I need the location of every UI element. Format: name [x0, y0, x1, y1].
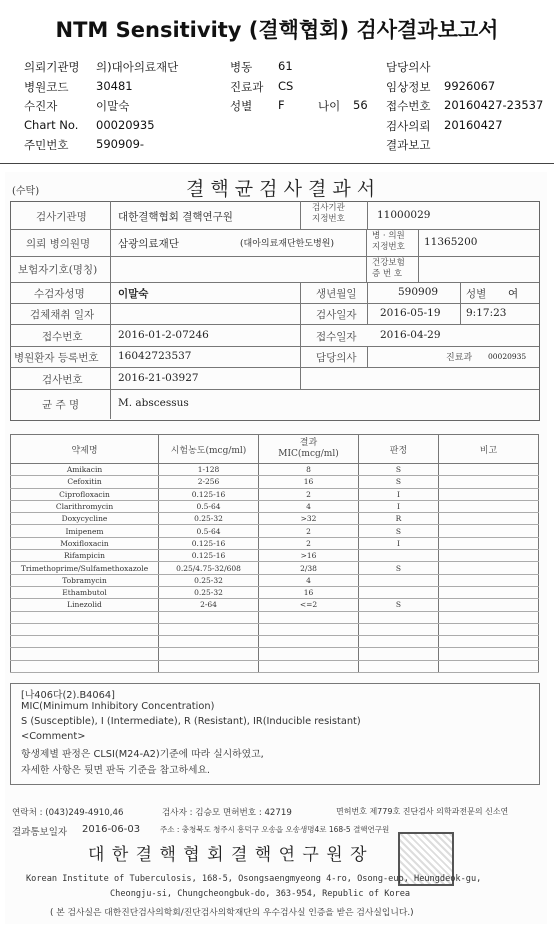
mic-cell-mic: >32 [259, 513, 359, 525]
sex-value: F [278, 98, 285, 112]
mic-cell-interp: R [359, 513, 439, 525]
reg-no-label: 병원환자 등록번호 [14, 352, 99, 364]
notes-mic: MIC(Minimum Inhibitory Concentration) [21, 701, 215, 712]
mic-cell-range: 1-128 [159, 464, 259, 476]
mic-cell-interp: S [359, 525, 439, 537]
mic-cell-mic: 2 [259, 488, 359, 500]
mic-cell-drug: Amikacin [11, 464, 159, 476]
taker-value: 이말숙 [96, 99, 130, 113]
col-drug: 약제명 [11, 435, 159, 464]
clinical-label: 임상정보 [386, 80, 431, 94]
mic-cell-remark [439, 488, 539, 500]
mic-cell-range [159, 611, 259, 623]
mic-cell-drug [11, 660, 159, 672]
mic-row [11, 574, 539, 586]
mic-cell-mic: 2 [259, 537, 359, 549]
chart-label: Chart No. [24, 118, 79, 132]
footer-date-label: 결과통보일자 [12, 827, 68, 838]
col-interp: 판정 [359, 435, 439, 464]
mic-row [11, 464, 539, 476]
mic-row [11, 599, 539, 611]
mic-row [11, 562, 539, 574]
mic-cell-range: 0.25-32 [159, 513, 259, 525]
hosp-code-label: 병 · 의원 지정번호 [372, 231, 405, 252]
sex-label: 성별 [230, 99, 253, 113]
sex-label-report: 성별 [466, 288, 487, 300]
mic-cell-drug [11, 611, 159, 623]
mic-cell-range [159, 648, 259, 660]
mic-row [11, 500, 539, 512]
clinical-value: 9926067 [444, 79, 496, 93]
rrn-label: 주민번호 [24, 138, 69, 152]
report-title: NTM Sensitivity (결핵협회) 검사결과보고서 [55, 18, 499, 42]
mic-cell-mic [259, 611, 359, 623]
dob-label: 생년월일 [316, 288, 357, 300]
mic-cell-interp [359, 574, 439, 586]
ward-label: 병동 [230, 60, 253, 74]
col-mic: 결과 MIC(mcg/ml) [259, 435, 359, 464]
specimen-label: 검체채취 일자 [30, 309, 95, 321]
mic-cell-range [159, 660, 259, 672]
mic-cell-remark [439, 599, 539, 611]
mic-table [10, 434, 539, 673]
mic-cell-remark [439, 550, 539, 562]
mic-cell-drug: Trimethoprime/Sulfamethoxazole [11, 562, 159, 574]
copy-label: (수탁) [12, 186, 40, 197]
tested-value: 2016-05-19 [380, 307, 441, 319]
mic-row [11, 488, 539, 500]
notes-comment-2: 자세한 사항은 뒷면 판독 기준을 참고하세요. [21, 765, 211, 776]
hospital-note: (대아의료재단한도병원) [240, 239, 334, 249]
mic-cell-interp [359, 636, 439, 648]
mic-cell-range [159, 636, 259, 648]
mic-cell-drug [11, 648, 159, 660]
code-value: 30481 [96, 79, 133, 93]
mic-cell-drug: Linezolid [11, 599, 159, 611]
mic-cell-range: 0.25-32 [159, 586, 259, 598]
lab-label: 검사기관명 [36, 211, 87, 223]
footer-org-name: 대 한 결 핵 협 회 결 핵 연 구 원 장 [88, 845, 368, 865]
mic-cell-remark [439, 611, 539, 623]
mic-cell-interp [359, 623, 439, 635]
chart-value: 00020935 [96, 118, 155, 132]
mic-cell-remark [439, 500, 539, 512]
mic-cell-drug: Rifampicin [11, 550, 159, 562]
mic-row [11, 586, 539, 598]
taker-label: 수진자 [24, 99, 58, 113]
mic-row [11, 648, 539, 660]
organism-value: M. abscessus [118, 397, 189, 409]
tested-label: 검사일자 [316, 309, 357, 321]
mic-cell-mic [259, 660, 359, 672]
mic-cell-range: 0.125-16 [159, 488, 259, 500]
test-no-value: 2016-21-03927 [118, 372, 199, 384]
doctor-label: 담당의사 [386, 60, 431, 74]
patient-label: 수검자성명 [34, 288, 85, 300]
mic-cell-range [159, 623, 259, 635]
mic-cell-interp: S [359, 562, 439, 574]
rrn-value: 590909- [96, 137, 145, 151]
received-value: 2016-04-29 [380, 329, 441, 341]
mic-cell-interp: S [359, 476, 439, 488]
col-range: 시험농도(mcg/ml) [159, 435, 259, 464]
mic-cell-interp [359, 611, 439, 623]
mic-cell-drug: Imipenem [11, 525, 159, 537]
mic-cell-drug: Clarithromycin [11, 500, 159, 512]
footer-certification: ( 본 검사실은 대한진단검사의학회/진단검사의학재단의 우수검사실 인증을 받은 검사실입니다.) [50, 908, 414, 918]
mic-row [11, 476, 539, 488]
test-no-label: 검사번호 [42, 374, 83, 386]
mic-cell-mic: 8 [259, 464, 359, 476]
footer-tester: 검사자 : 김승모 면허번호 : 42719 [162, 808, 292, 818]
mic-cell-mic: 2/38 [259, 562, 359, 574]
code-label: 병원코드 [24, 80, 69, 94]
mic-cell-mic: <=2 [259, 599, 359, 611]
sex-value-report: 여 [508, 288, 519, 300]
request-value: 20160427 [444, 118, 503, 132]
mic-cell-range: 0.125-16 [159, 537, 259, 549]
mic-cell-range: 0.5-64 [159, 525, 259, 537]
footer-license: 면허번호 제779호 진단검사 의학과전문의 신소연 [336, 807, 509, 816]
footer-english-2: Cheongju-si, Chungcheongbuk-do, 363-954, Republic of Korea [110, 889, 411, 899]
lab-code-label: 검사기관 지정번호 [312, 203, 345, 224]
dept-value: CS [278, 79, 294, 93]
notes-legend: S (Susceptible), I (Intermediate), R (Resistant), IR(Inducible resistant) [21, 716, 361, 727]
patient-value: 이말숙 [118, 288, 149, 300]
mic-cell-remark [439, 537, 539, 549]
footer-english-1: Korean Institute of Tuberculosis, 168-5, Osongsaengmyeong 4-ro, Osong-eup, Heungdeok-gu, [26, 874, 482, 884]
notes-box [10, 683, 540, 785]
mic-cell-drug [11, 623, 159, 635]
mic-row [11, 660, 539, 672]
org-value: 의)대아의료재단 [96, 60, 179, 74]
mic-cell-interp: I [359, 488, 439, 500]
mic-cell-drug: Moxifloxacin [11, 537, 159, 549]
mic-cell-range: 0.25/4.75-32/608 [159, 562, 259, 574]
mic-cell-interp [359, 660, 439, 672]
notes-comment-1: 항생제별 판정은 CLSI(M24-A2)기준에 따라 실시하였고, [21, 749, 264, 760]
notes-comment-label: <Comment> [21, 731, 86, 742]
hosp-code-value: 11365200 [424, 236, 478, 248]
mic-cell-interp: S [359, 464, 439, 476]
mic-row [11, 636, 539, 648]
mic-cell-remark [439, 464, 539, 476]
mic-cell-range: 0.5-64 [159, 500, 259, 512]
report-label: 결과보고 [386, 138, 431, 152]
mic-cell-remark [439, 586, 539, 598]
receipt-value: 20160427-23537 [444, 98, 544, 112]
notes-code: [나406다(2).B4064] [21, 690, 115, 701]
mic-cell-interp [359, 586, 439, 598]
header-divider [0, 163, 554, 164]
mic-cell-remark [439, 562, 539, 574]
mic-cell-drug: Doxycycline [11, 513, 159, 525]
mic-cell-mic: 4 [259, 500, 359, 512]
mic-row [11, 611, 539, 623]
dept-label: 진료과 [230, 80, 264, 94]
col-remark: 비고 [439, 435, 539, 464]
mic-row [11, 525, 539, 537]
receipt-label-report: 접수번호 [42, 331, 83, 343]
mic-cell-remark [439, 660, 539, 672]
reg-no-value: 16042723537 [118, 350, 192, 362]
mic-cell-mic: 16 [259, 586, 359, 598]
received-label: 접수일자 [316, 331, 357, 343]
mic-cell-drug: Ethambutol [11, 586, 159, 598]
receipt-value-report: 2016-01-2-07246 [118, 329, 209, 341]
mic-cell-drug [11, 636, 159, 648]
doctor-label-report: 담당의사 [316, 352, 357, 364]
hospital-label: 의뢰 병의원명 [26, 238, 91, 250]
lab-code-value: 11000029 [377, 209, 431, 221]
mic-row [11, 550, 539, 562]
mic-cell-remark [439, 476, 539, 488]
footer-date: 2016-06-03 [82, 824, 141, 835]
dept-label-report: 진료과 [446, 353, 473, 363]
mic-row [11, 537, 539, 549]
mic-cell-mic: 4 [259, 574, 359, 586]
mic-cell-range: 2-64 [159, 599, 259, 611]
mic-cell-drug: Tobramycin [11, 574, 159, 586]
mic-cell-mic: >16 [259, 550, 359, 562]
request-label: 검사의뢰 [386, 119, 431, 133]
mic-cell-mic: 2 [259, 525, 359, 537]
organism-label: 균 주 명 [42, 399, 80, 411]
mic-cell-remark [439, 574, 539, 586]
report-heading: 결 핵 균 검 사 결 과 서 [186, 178, 376, 200]
mic-header-row [11, 435, 539, 464]
insurer-label: 보험자기호(명칭) [18, 264, 98, 276]
mic-cell-remark [439, 648, 539, 660]
mic-cell-mic: 16 [259, 476, 359, 488]
mic-cell-mic [259, 636, 359, 648]
lab-value: 대한결핵협회 결핵연구원 [118, 211, 233, 223]
tested-time: 9:17:23 [466, 307, 507, 319]
mic-cell-range: 0.125-16 [159, 550, 259, 562]
mic-cell-interp: I [359, 537, 439, 549]
mic-cell-mic [259, 648, 359, 660]
footer-phone: 연락처 : (043)249-4910,46 [12, 808, 124, 818]
mic-cell-range: 0.25-32 [159, 574, 259, 586]
ins-no-label: 건강보험 증 번 호 [372, 258, 405, 279]
mic-row [11, 623, 539, 635]
footer-address: 주소 : 충청북도 청주시 흥덕구 오송읍 오송생명4로 168-5 결핵연구원 [160, 825, 390, 834]
age-value: 56 [353, 98, 368, 112]
dept-value-report: 00020935 [488, 352, 527, 361]
mic-cell-interp: I [359, 500, 439, 512]
mic-cell-interp [359, 550, 439, 562]
mic-cell-remark [439, 636, 539, 648]
receipt-label: 접수번호 [386, 99, 431, 113]
mic-cell-range: 2-256 [159, 476, 259, 488]
hospital-value: 삼광의료재단 [118, 238, 179, 250]
mic-row [11, 513, 539, 525]
mic-cell-remark [439, 623, 539, 635]
age-label: 나이 [318, 99, 341, 113]
dob-value: 590909 [398, 286, 439, 298]
ward-value: 61 [278, 59, 293, 73]
org-label: 의뢰기관명 [24, 60, 80, 74]
mic-cell-remark [439, 513, 539, 525]
mic-cell-remark [439, 525, 539, 537]
mic-cell-drug: Cefoxitin [11, 476, 159, 488]
mic-cell-drug: Ciprofloxacin [11, 488, 159, 500]
mic-cell-mic [259, 623, 359, 635]
mic-cell-interp [359, 648, 439, 660]
mic-cell-interp: S [359, 599, 439, 611]
